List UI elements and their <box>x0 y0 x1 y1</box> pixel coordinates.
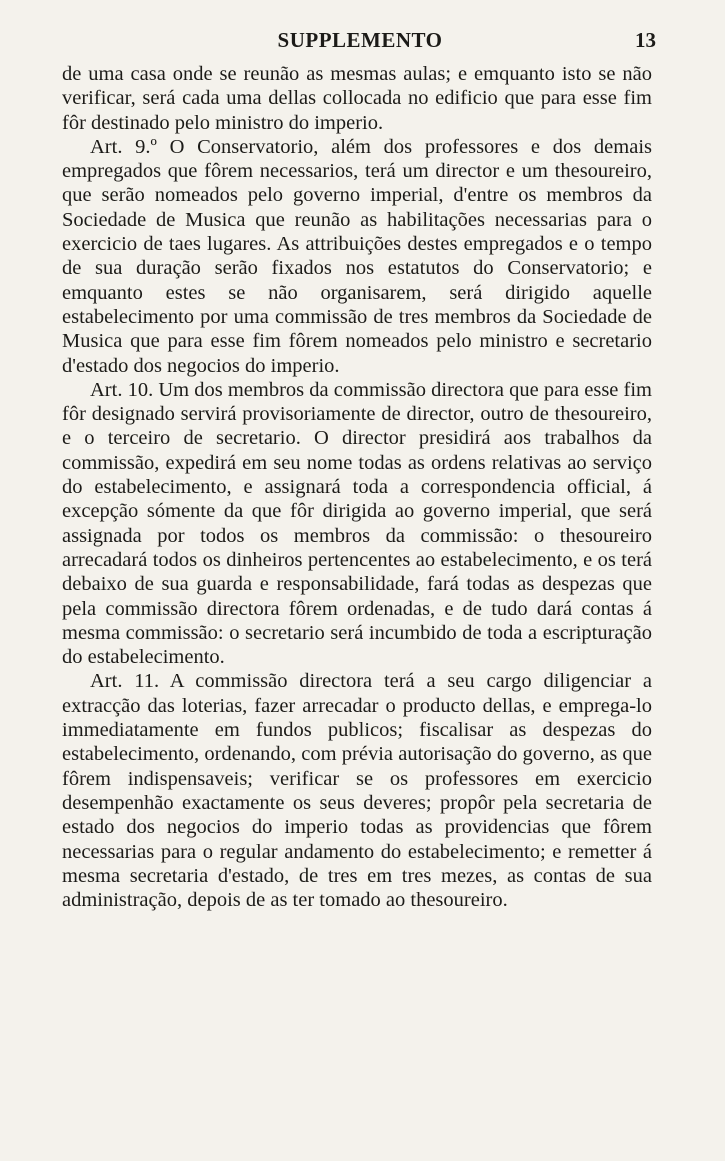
body-text <box>62 62 652 912</box>
paragraph-art-9: Art. 9.º O Conservatorio, além dos professores e dos demais empregados que fôrem necessarios, terá um director e um thesoureiro, que serão nomeados pelo governo imperial, d'entre os membros da Sociedade de Musica que reunão as habilitações necessarias para o exercicio de taes lugares. As attribuições destes empregados e o tempo de sua duração serão fixados nos estatutos do Conservatorio; e emquanto estes se não organisarem, será dirigido aquelle estabelecimento por uma commissão de tres membros da Sociedade de Musica que para esse fim fôrem nomeados pelo ministro e secretario d'estado dos negocios do imperio. <box>62 135 652 377</box>
paragraph-art-10: Art. 10. Um dos membros da commissão directora que para esse fim fôr designado servirá provisoriamente de director, outro de thesoureiro, e o terceiro de secretario. O director presidirá aos trabalhos da commissão, expedirá em seu nome todas as ordens relativas ao serviço do estabelecimento, e assignará toda a correspondencia official, á excepção sómente da que fôr dirigida ao governo imperial, que será assignada por todos os membros da commissão: o thesoureiro arrecadará todos os dinheiros pertencentes ao estabelecimento, e os terá debaixo de sua guarda e responsabilidade, fará todas as despezas que pela commissão directora fôrem ordenadas, e de tudo dará contas á mesma commissão: o secretario será incumbido de toda a escripturação do estabelecimento. <box>62 378 652 669</box>
paragraph-art-11: Art. 11. A commissão directora terá a seu cargo diligenciar a extracção das loterias, fazer arrecadar o producto dellas, e emprega-lo immediatamente em fundos publicos; fiscalisar as despezas do estabelecimento, ordenando, com prévia autorisação do governo, as que fôrem indispensaveis; verificar se os professores em exercicio desempenhão exactamente os seus deveres; propôr pela secretaria de estado dos negocios do imperio todas as providencias que fôrem necessarias para o regular andamento do estabelecimento; e remetter á mesma secretaria d'estado, de tres em tres mezes, as contas de sua administração, depois de as ter tomado ao thesoureiro. <box>62 670 652 912</box>
paragraph-continuation: de uma casa onde se reunão as mesmas aulas; e emquanto isto se não verificar, será cada uma dellas collocada no edificio que para esse fim fôr destinado pelo ministro do imperio. <box>62 63 652 134</box>
running-head: SUPPLEMENTO <box>277 28 443 52</box>
page-number: 13 <box>635 28 656 52</box>
page-header <box>60 28 660 56</box>
